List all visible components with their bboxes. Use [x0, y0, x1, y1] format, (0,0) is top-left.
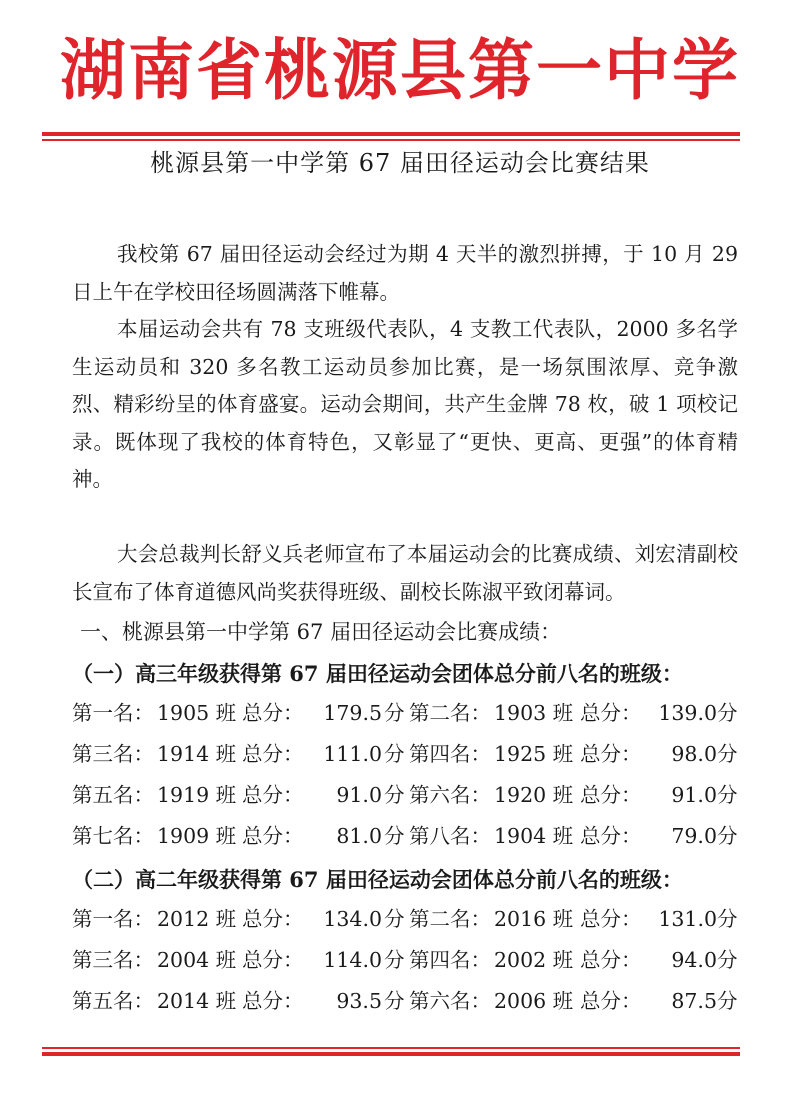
score-unit: 分 [384, 783, 405, 807]
header-double-rule [42, 132, 740, 141]
rank-label: 第七名： [72, 824, 154, 848]
grade2-heading: （二）高二年级获得第 67 届田径运动会团体总分前八名的班级： [72, 867, 683, 892]
score-value: 114.0 [323, 948, 382, 972]
score-value: 111.0 [323, 742, 382, 766]
score-unit: 分 [384, 948, 405, 972]
score-value: 79.0 [671, 824, 717, 848]
grade3-heading: （一）高三年级获得第 67 届田径运动会团体总分前八名的班级： [72, 661, 683, 686]
footer-double-rule [42, 1047, 740, 1056]
result-row [72, 816, 738, 856]
score-unit: 分 [717, 989, 738, 1013]
score-value: 139.0 [658, 701, 717, 725]
result-row [72, 940, 738, 980]
score-unit: 分 [384, 701, 405, 725]
score-value: 94.0 [671, 948, 717, 972]
score-label: 总分： [242, 742, 304, 766]
rank-label: 第三名： [72, 742, 154, 766]
rule-thick-line [42, 1052, 740, 1056]
score-value: 93.5 [336, 989, 382, 1013]
score-label: 总分： [580, 907, 642, 931]
score-label: 总分： [242, 783, 304, 807]
score-label: 总分： [242, 907, 304, 931]
score-value: 91.0 [336, 783, 382, 807]
score-value: 98.0 [671, 742, 717, 766]
score-value: 91.0 [671, 783, 717, 807]
class-name: 2014 班 [157, 989, 237, 1013]
result-row [72, 693, 738, 733]
score-label: 总分： [580, 742, 642, 766]
score-unit: 分 [717, 701, 738, 725]
rank-label: 第一名： [72, 701, 154, 725]
result-row [72, 775, 738, 815]
rank-label: 第三名： [72, 948, 154, 972]
rank-label: 第八名： [409, 824, 491, 848]
score-label: 总分： [580, 701, 642, 725]
score-label: 总分： [242, 701, 304, 725]
class-name: 2006 班 [494, 989, 574, 1013]
score-label: 总分： [580, 948, 642, 972]
score-unit: 分 [384, 742, 405, 766]
paragraph-intro: 我校第 67 届田径运动会经过为期 4 天半的激烈拼搏，于 10 月 29 日上午在学校田径场圆满落下帷幕。 [72, 242, 738, 304]
class-name: 1925 班 [494, 742, 574, 766]
rank-label: 第五名： [72, 989, 154, 1013]
rank-label: 第四名： [409, 948, 491, 972]
score-unit: 分 [717, 907, 738, 931]
rank-label: 第六名： [409, 783, 491, 807]
class-name: 2012 班 [157, 907, 237, 931]
class-name: 1920 班 [494, 783, 574, 807]
rank-label: 第四名： [409, 742, 491, 766]
score-unit: 分 [717, 783, 738, 807]
score-value: 87.5 [671, 989, 717, 1013]
score-value: 81.0 [336, 824, 382, 848]
class-name: 1914 班 [157, 742, 237, 766]
rank-label: 第一名： [72, 907, 154, 931]
section-heading-results: 一、桃源县第一中学第 67 届田径运动会比赛成绩： [80, 620, 562, 644]
score-label: 总分： [242, 948, 304, 972]
rank-label: 第二名： [409, 907, 491, 931]
score-unit: 分 [384, 989, 405, 1013]
rank-label: 第五名： [72, 783, 154, 807]
class-name: 2016 班 [494, 907, 574, 931]
document-title: 桃源县第一中学第 67 届田径运动会比赛结果 [150, 149, 650, 177]
score-value: 179.5 [323, 701, 382, 725]
paragraph-participants: 本届运动会共有 78 支班级代表队，4 支教工代表队，2000 多名学生运动员和 320 多名教工运动员参加比赛，是一场氛围浓厚、竞争激烈、精彩纷呈的体育盛宴。运动会期间，共产生金牌 78 枚，破 1 项校记录。既体现了我校的体育特色，又彰显了“更快、更高、更强”的体育精神。 [72, 317, 738, 491]
class-name: 1904 班 [494, 824, 574, 848]
score-label: 总分： [580, 824, 642, 848]
result-row [72, 899, 738, 939]
result-row [72, 981, 738, 1021]
class-name: 1909 班 [157, 824, 237, 848]
rank-label: 第二名： [409, 701, 491, 725]
score-value: 134.0 [323, 907, 382, 931]
class-name: 2002 班 [494, 948, 574, 972]
score-unit: 分 [717, 742, 738, 766]
rank-label: 第六名： [409, 989, 491, 1013]
score-unit: 分 [717, 824, 738, 848]
score-label: 总分： [580, 783, 642, 807]
score-label: 总分： [242, 824, 304, 848]
result-row [72, 734, 738, 774]
class-name: 2004 班 [157, 948, 237, 972]
score-label: 总分： [242, 989, 304, 1013]
rule-thin-line [42, 139, 740, 141]
score-unit: 分 [717, 948, 738, 972]
letterhead-title: 湖南省桃源县第一中学 [60, 31, 740, 109]
class-name: 1903 班 [494, 701, 574, 725]
score-unit: 分 [384, 907, 405, 931]
class-name: 1919 班 [157, 783, 237, 807]
class-name: 1905 班 [157, 701, 237, 725]
paragraph-closing: 大会总裁判长舒义兵老师宣布了本届运动会的比赛成绩、刘宏清副校长宣布了体育道德风尚奖获得班级、副校长陈淑平致闭幕词。 [72, 542, 738, 604]
score-value: 131.0 [658, 907, 717, 931]
score-label: 总分： [580, 989, 642, 1013]
score-unit: 分 [384, 824, 405, 848]
